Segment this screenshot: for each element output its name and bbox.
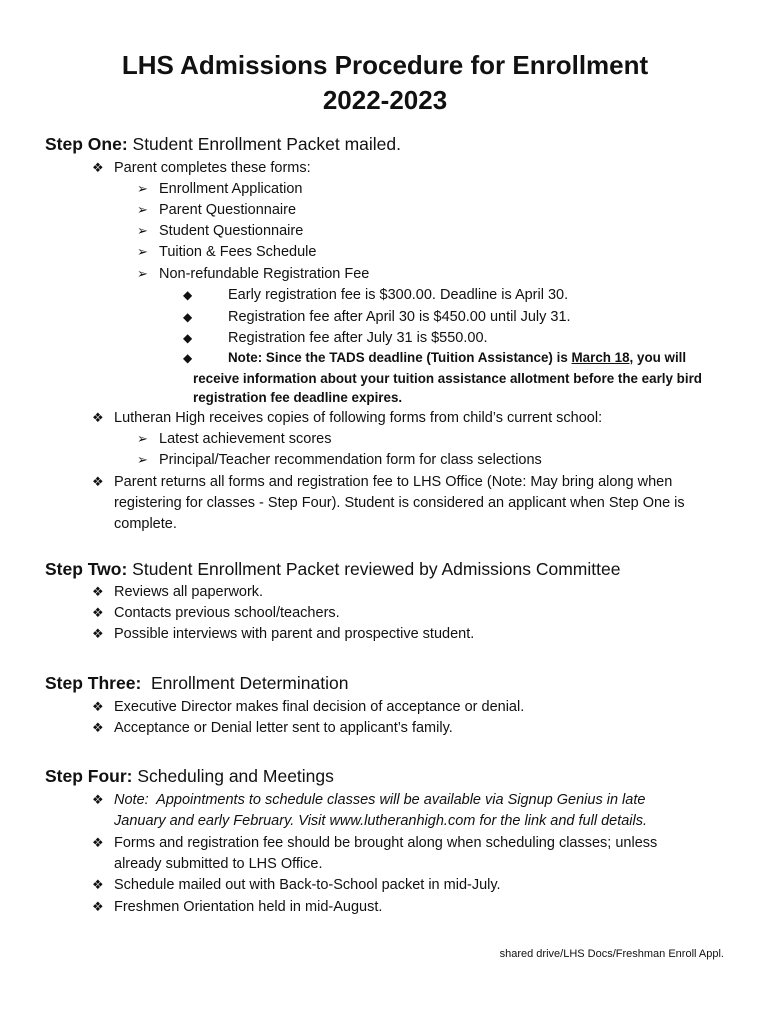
footer-file-path: shared drive/LHS Docs/Freshman Enroll Appl.: [499, 948, 724, 960]
fee-item: Registration fee after April 30 is $450.00 until July 31.: [228, 309, 571, 325]
diamond-bullet-icon: ❖: [92, 160, 104, 175]
step-four-item: Schedule mailed out with Back-to-School packet in mid-July.: [114, 877, 501, 893]
title-line-1: LHS Admissions Procedure for Enrollment: [121, 50, 649, 80]
step-one-bullet-2: Lutheran High receives copies of following forms from child’s current school:: [114, 410, 603, 426]
step-two-heading: [45, 558, 620, 580]
diamond-bullet-icon: ❖: [92, 626, 104, 641]
step-four-heading: [45, 765, 334, 787]
arrow-bullet-icon: ➢: [137, 266, 148, 281]
diamond-bullet-icon: ❖: [92, 410, 104, 425]
title-line-2: 2022-2023: [322, 85, 448, 115]
step-one-bullet-3-line-3: complete.: [114, 516, 177, 532]
arrow-bullet-icon: ➢: [137, 452, 148, 467]
solid-diamond-bullet-icon: ◆: [183, 310, 193, 324]
tads-note-prefix: Note: Since the TADS deadline (Tuition Assistance) is: [228, 350, 572, 365]
form-item: Student Questionnaire: [159, 223, 304, 239]
step-one-label: Step One:: [45, 134, 128, 154]
tads-deadline-date: March 18,: [571, 350, 634, 365]
step-two-item: Reviews all paperwork.: [114, 584, 264, 600]
tads-note-line-2: receive information about your tuition assistance allotment before the early bird: [193, 371, 702, 386]
diamond-bullet-icon: ❖: [92, 835, 104, 850]
diamond-bullet-icon: ❖: [92, 699, 104, 714]
diamond-bullet-icon: ❖: [92, 899, 104, 914]
step-two-item: Possible interviews with parent and prospective student.: [114, 626, 475, 642]
form-item: Non-refundable Registration Fee: [159, 266, 370, 282]
step-four-note-line-1: Note: Appointments to schedule classes will be available via Signup Genius in late: [114, 792, 646, 808]
diamond-bullet-icon: ❖: [92, 877, 104, 892]
step-one-bullet-3-line-2: registering for classes - Step Four). Student is considered an applicant when Step One is: [114, 495, 685, 511]
step-one-bullet-3-line-1: Parent returns all forms and registration fee to LHS Office (Note: May bring along when: [114, 474, 673, 490]
arrow-bullet-icon: ➢: [137, 244, 148, 259]
step-one-bullet-1: Parent completes these forms:: [114, 160, 311, 176]
step-two-text: Student Enrollment Packet reviewed by Admissions Committee: [127, 559, 621, 579]
fee-item: Early registration fee is $300.00. Deadline is April 30.: [228, 287, 569, 303]
arrow-bullet-icon: ➢: [137, 223, 148, 238]
arrow-bullet-icon: ➢: [137, 431, 148, 446]
step-four-item: Freshmen Orientation held in mid-August.: [114, 899, 383, 915]
diamond-bullet-icon: ❖: [92, 720, 104, 735]
tads-note-line-1: [228, 348, 686, 368]
diamond-bullet-icon: ❖: [92, 605, 104, 620]
step-four-forms-line-2: already submitted to LHS Office.: [114, 856, 323, 872]
arrow-bullet-icon: ➢: [137, 202, 148, 217]
form-item: Tuition & Fees Schedule: [159, 244, 317, 260]
step-three-text: Enrollment Determination: [141, 673, 349, 693]
step-one-heading: [45, 133, 401, 155]
diamond-bullet-icon: ❖: [92, 792, 104, 807]
step-two-item: Contacts previous school/teachers.: [114, 605, 340, 621]
step-four-label: Step Four:: [45, 766, 133, 786]
step-four-forms-line-1: Forms and registration fee should be brought along when scheduling classes; unless: [114, 835, 658, 851]
step-two-label: Step Two:: [45, 559, 128, 579]
step-four-note-line-2: January and early February. Visit www.lutheranhigh.com for the link and full details.: [114, 813, 648, 829]
step-four-text: Scheduling and Meetings: [132, 766, 334, 786]
form-item: Parent Questionnaire: [159, 202, 297, 218]
school-form-item: Principal/Teacher recommendation form for class selections: [159, 452, 542, 468]
step-three-label: Step Three:: [45, 673, 142, 693]
step-three-item: Acceptance or Denial letter sent to applicant’s family.: [114, 720, 453, 736]
diamond-bullet-icon: ❖: [92, 474, 104, 489]
solid-diamond-bullet-icon: ◆: [183, 288, 193, 302]
fee-item: Registration fee after July 31 is $550.00.: [228, 330, 488, 346]
step-three-item: Executive Director makes final decision of acceptance or denial.: [114, 699, 525, 715]
step-one-text: Student Enrollment Packet mailed.: [127, 134, 401, 154]
tads-note-line-3: registration fee deadline expires.: [193, 390, 403, 405]
form-item: Enrollment Application: [159, 181, 303, 197]
school-form-item: Latest achievement scores: [159, 431, 332, 447]
tads-note-suffix: you will: [633, 350, 687, 365]
solid-diamond-bullet-icon: ◆: [183, 331, 193, 345]
arrow-bullet-icon: ➢: [137, 181, 148, 196]
solid-diamond-bullet-icon: ◆: [183, 351, 193, 365]
document-title: [0, 48, 770, 118]
diamond-bullet-icon: ❖: [92, 584, 104, 599]
step-three-heading: [45, 672, 348, 694]
